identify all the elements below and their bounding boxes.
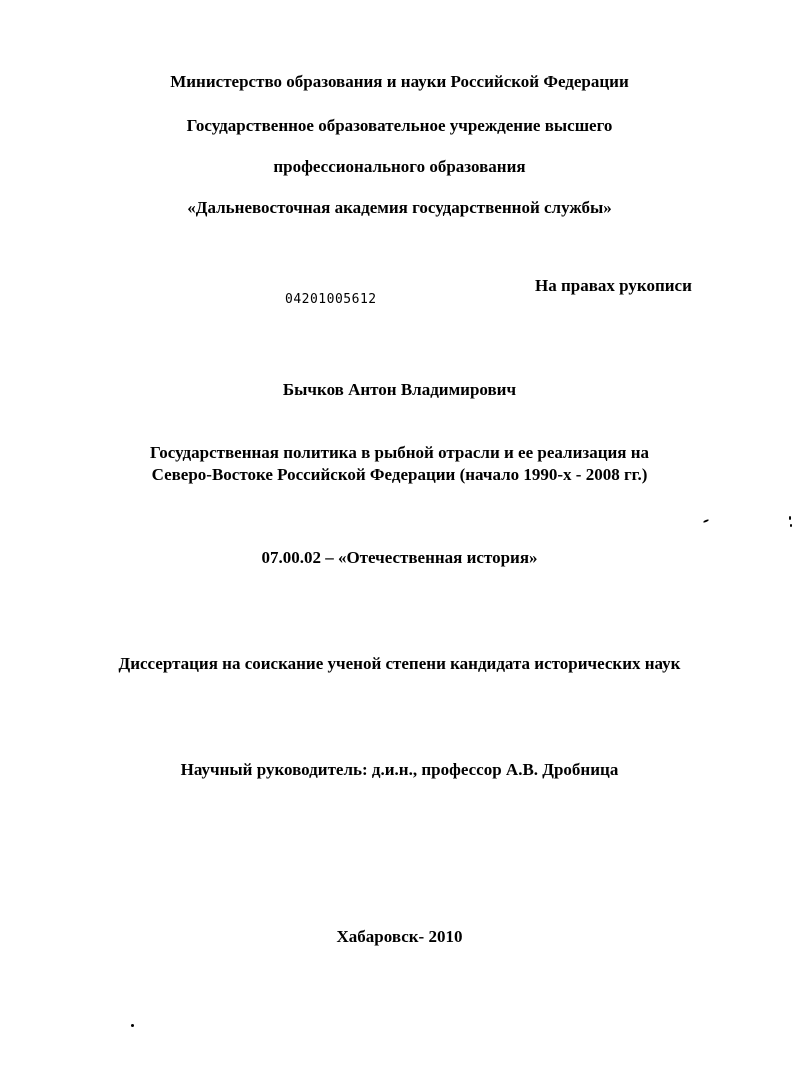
author-name: Бычков Антон Владимирович xyxy=(282,380,517,399)
dissertation-title-line2: Северо-Востоке Российской Федерации (начало 1990-х - 2008 гг.) xyxy=(151,465,648,484)
institution-heading-line1: Государственное образовательное учреждение высшего xyxy=(186,116,613,135)
scan-speck xyxy=(790,524,792,527)
scan-speck xyxy=(703,519,709,523)
catalog-number: 04201005612 xyxy=(285,292,377,307)
specialty-code: 07.00.02 – «Отечественная история» xyxy=(261,548,538,567)
ministry-heading: Министерство образования и науки Российской Федерации xyxy=(170,72,629,91)
city-year: Хабаровск- 2010 xyxy=(336,927,463,946)
manuscript-note: На правах рукописи xyxy=(535,276,692,295)
academy-heading: «Дальневосточная академия государственной службы» xyxy=(187,198,612,217)
degree-statement: Диссертация на соискание ученой степени кандидата исторических наук xyxy=(118,654,681,673)
dissertation-title-line1: Государственная политика в рыбной отрасли и ее реализация на xyxy=(149,443,650,462)
scan-speck xyxy=(789,516,791,520)
scan-speck xyxy=(131,1024,134,1027)
scientific-supervisor: Научный руководитель: д.и.н., профессор А.В. Дробница xyxy=(180,760,619,779)
institution-heading-line2: профессионального образования xyxy=(273,157,526,176)
